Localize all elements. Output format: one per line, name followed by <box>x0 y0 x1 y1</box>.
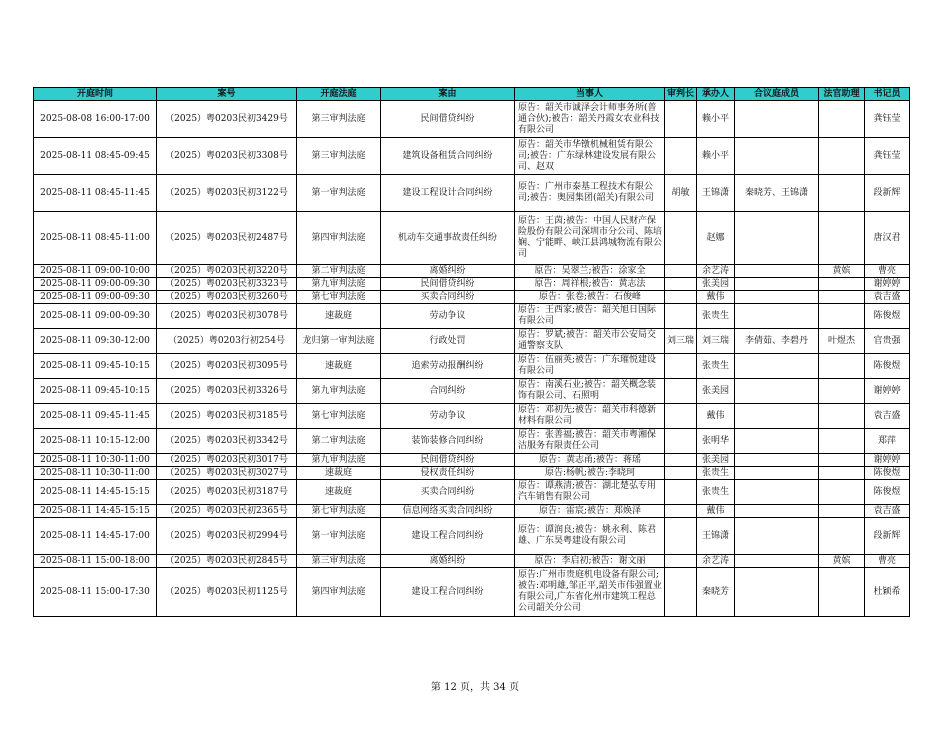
cell-case-no: （2025）粤0203民初3122号 <box>157 175 297 212</box>
cell-assistant: 黄嫔 <box>819 265 865 278</box>
cell-case-no: （2025）粤0203民初1125号 <box>157 568 297 617</box>
cell-chief-judge <box>665 480 697 505</box>
table-row <box>34 429 910 454</box>
cell-parties: 原告：南溪石业;被告：韶关概念装饰有限公司、石照明 <box>515 379 665 404</box>
cell-court: 第九审判法庭 <box>297 278 381 291</box>
cell-cause: 民间借贷纠纷 <box>381 278 515 291</box>
cell-assistant: 黄嫔 <box>819 555 865 568</box>
cell-assistant <box>819 467 865 480</box>
cell-time: 2025-08-11 10:30-11:00 <box>34 467 157 480</box>
cell-court: 第一审判法庭 <box>297 518 381 555</box>
cell-parties: 原告:杨帆;被告:李晓珂 <box>515 467 665 480</box>
cell-parties: 原告：伍丽英;被告：广东璀悦建设有限公司 <box>515 354 665 379</box>
cell-case-no: （2025）粤0203民初3260号 <box>157 291 297 304</box>
cell-court: 第七审判法庭 <box>297 404 381 429</box>
cell-panel: 秦晓芳、王锦潇 <box>735 175 819 212</box>
cell-clerk: 郑萍 <box>865 429 910 454</box>
cell-clerk: 唐汉君 <box>865 212 910 265</box>
cell-time: 2025-08-11 14:45-15:15 <box>34 480 157 505</box>
cell-court: 速裁庭 <box>297 304 381 329</box>
cell-parties: 原告：黄志甬;被告：蒋瑶 <box>515 454 665 467</box>
cell-chief-judge: 胡敏 <box>665 175 697 212</box>
table-row <box>34 505 910 518</box>
cell-parties: 原告：谭润良;被告：姚永利、陈君雄、广东昊粤建设有限公司 <box>515 518 665 555</box>
cell-case-no: （2025）粤0203民初3342号 <box>157 429 297 454</box>
cell-time: 2025-08-11 09:45-11:45 <box>34 404 157 429</box>
cell-handler: 余艺涛 <box>697 555 735 568</box>
cell-handler: 张美园 <box>697 379 735 404</box>
cell-clerk: 陈俊煜 <box>865 354 910 379</box>
cell-panel <box>735 291 819 304</box>
cell-cause: 离婚纠纷 <box>381 555 515 568</box>
table-row <box>34 480 910 505</box>
table-row <box>34 467 910 480</box>
cell-parties: 原告：雷宸;被告：郑焕泽 <box>515 505 665 518</box>
cell-cause: 买卖合同纠纷 <box>381 291 515 304</box>
col-header-parties: 当事人 <box>515 88 665 101</box>
cell-panel <box>735 555 819 568</box>
cell-parties: 原告:广州市贵庭机电设备有限公司;被告:邓明雄,邹正平,韶关市伟强置业有限公司,广东省化州市建筑工程总公司韶关分公司 <box>515 568 665 617</box>
cell-time: 2025-08-11 09:45-10:15 <box>34 354 157 379</box>
cell-court: 第三审判法庭 <box>297 555 381 568</box>
cell-chief-judge <box>665 138 697 175</box>
cell-chief-judge <box>665 404 697 429</box>
cell-clerk: 官贵强 <box>865 329 910 354</box>
cell-assistant: 叶煜杰 <box>819 329 865 354</box>
cell-case-no: （2025）粤0203民初2845号 <box>157 555 297 568</box>
cell-parties: 原告：谭燕清;被告：湖北楚弘专用汽车销售有限公司 <box>515 480 665 505</box>
col-header-time: 开庭时间 <box>34 88 157 101</box>
cell-panel <box>735 404 819 429</box>
cell-handler: 王锦潇 <box>697 175 735 212</box>
col-header-handler: 承办人 <box>697 88 735 101</box>
table-row <box>34 454 910 467</box>
cell-panel <box>735 480 819 505</box>
cell-parties: 原告：张善福;被告：韶关市粤湘保洁服务有限责任公司 <box>515 429 665 454</box>
cell-chief-judge <box>665 568 697 617</box>
cell-panel <box>735 518 819 555</box>
cell-handler: 张美园 <box>697 454 735 467</box>
cell-case-no: （2025）粤0203行初254号 <box>157 329 297 354</box>
cell-time: 2025-08-11 10:30-11:00 <box>34 454 157 467</box>
cell-panel <box>735 138 819 175</box>
cell-handler: 余艺涛 <box>697 265 735 278</box>
cell-court: 第三审判法庭 <box>297 138 381 175</box>
cell-court: 第七审判法庭 <box>297 505 381 518</box>
cell-time: 2025-08-11 14:45-17:00 <box>34 518 157 555</box>
cell-case-no: （2025）粤0203民初3187号 <box>157 480 297 505</box>
cell-panel <box>735 467 819 480</box>
cell-time: 2025-08-11 09:00-09:30 <box>34 291 157 304</box>
cell-panel <box>735 265 819 278</box>
table-row <box>34 304 910 329</box>
cell-cause: 建设工程合同纠纷 <box>381 568 515 617</box>
cell-cause: 装饰装修合同纠纷 <box>381 429 515 454</box>
cell-chief-judge <box>665 454 697 467</box>
cell-time: 2025-08-11 09:00-09:30 <box>34 278 157 291</box>
cell-chief-judge <box>665 467 697 480</box>
table-row <box>34 101 910 138</box>
page-footer: 第 12 页，共 34 页 <box>430 682 520 693</box>
cell-chief-judge <box>665 291 697 304</box>
cell-case-no: （2025）粤0203民初3027号 <box>157 467 297 480</box>
cell-clerk: 袁吉盛 <box>865 291 910 304</box>
cell-case-no: （2025）粤0203民初3095号 <box>157 354 297 379</box>
cell-panel <box>735 101 819 138</box>
cell-assistant <box>819 291 865 304</box>
cell-assistant <box>819 138 865 175</box>
table-row <box>34 555 910 568</box>
cell-assistant <box>819 101 865 138</box>
table-row <box>34 265 910 278</box>
cell-chief-judge <box>665 379 697 404</box>
cell-panel <box>735 379 819 404</box>
cell-court: 第二审判法庭 <box>297 429 381 454</box>
cell-case-no: （2025）粤0203民初2365号 <box>157 505 297 518</box>
cell-cause: 民间借贷纠纷 <box>381 101 515 138</box>
cell-assistant <box>819 278 865 291</box>
table-row <box>34 212 910 265</box>
cell-parties: 原告：李启初;被告：谢文丽 <box>515 555 665 568</box>
cell-clerk: 陈俊煜 <box>865 304 910 329</box>
cell-parties: 原告：吴翠兰;被告：涂家全 <box>515 265 665 278</box>
cell-assistant <box>819 304 865 329</box>
cell-time: 2025-08-11 09:30-12:00 <box>34 329 157 354</box>
cell-time: 2025-08-11 09:00-10:00 <box>34 265 157 278</box>
cell-court: 第三审判法庭 <box>297 101 381 138</box>
cell-handler: 赖小平 <box>697 101 735 138</box>
cell-handler: 张明华 <box>697 429 735 454</box>
cell-clerk: 谢婷婷 <box>865 379 910 404</box>
cell-cause: 民间借贷纠纷 <box>381 454 515 467</box>
cell-parties: 原告：邓初先;被告：韶关市科德新材料有限公司 <box>515 404 665 429</box>
table-row <box>34 329 910 354</box>
cell-assistant <box>819 354 865 379</box>
cell-chief-judge <box>665 518 697 555</box>
cell-parties: 原告：王西家;被告：韶关旭日国际有限公司 <box>515 304 665 329</box>
cell-cause: 建筑设备租赁合同纠纷 <box>381 138 515 175</box>
cell-case-no: （2025）粤0203民初2994号 <box>157 518 297 555</box>
cell-chief-judge <box>665 265 697 278</box>
cell-panel <box>735 278 819 291</box>
cell-panel <box>735 454 819 467</box>
cell-parties: 原告：罗斌;被告：韶关市公安局交通警察支队 <box>515 329 665 354</box>
cell-panel <box>735 212 819 265</box>
cell-time: 2025-08-11 15:00-17:30 <box>34 568 157 617</box>
cell-parties: 原告：张卷;被告：石俊峰 <box>515 291 665 304</box>
cell-case-no: （2025）粤0203民初3185号 <box>157 404 297 429</box>
cell-handler: 张贵生 <box>697 354 735 379</box>
cell-handler: 张贵生 <box>697 304 735 329</box>
cell-chief-judge: 刘三瑞 <box>665 329 697 354</box>
cell-court: 第二审判法庭 <box>297 265 381 278</box>
cell-court: 第九审判法庭 <box>297 454 381 467</box>
cell-handler: 戴伟 <box>697 404 735 429</box>
cell-clerk: 曹亮 <box>865 555 910 568</box>
table-row <box>34 354 910 379</box>
cell-panel <box>735 429 819 454</box>
cell-parties: 原告：韶关市诚泽会计师事务所(普通合伙);被告：韶关丹霞女农业科技有限公司 <box>515 101 665 138</box>
cell-handler: 戴伟 <box>697 291 735 304</box>
cell-cause: 机动车交通事故责任纠纷 <box>381 212 515 265</box>
cell-cause: 买卖合同纠纷 <box>381 480 515 505</box>
cell-assistant <box>819 175 865 212</box>
cell-handler: 赵娜 <box>697 212 735 265</box>
cell-case-no: （2025）粤0203民初3323号 <box>157 278 297 291</box>
cell-handler: 戴伟 <box>697 505 735 518</box>
cell-court: 第九审判法庭 <box>297 379 381 404</box>
cell-clerk: 袁吉盛 <box>865 404 910 429</box>
cell-time: 2025-08-11 10:15-12:00 <box>34 429 157 454</box>
cell-chief-judge <box>665 354 697 379</box>
cell-assistant <box>819 379 865 404</box>
col-header-assistant: 法官助理 <box>819 88 865 101</box>
col-header-court: 开庭法庭 <box>297 88 381 101</box>
cell-cause: 离婚纠纷 <box>381 265 515 278</box>
cell-handler: 张美园 <box>697 278 735 291</box>
col-header-clerk: 书记员 <box>865 88 910 101</box>
table-row <box>34 568 910 617</box>
cell-court: 速裁庭 <box>297 354 381 379</box>
cell-clerk: 龚钰莹 <box>865 138 910 175</box>
cell-chief-judge <box>665 505 697 518</box>
cell-cause: 劳动争议 <box>381 404 515 429</box>
table-row <box>34 518 910 555</box>
col-header-panel: 合议庭成员 <box>735 88 819 101</box>
cell-clerk: 龚钰莹 <box>865 101 910 138</box>
cell-case-no: （2025）粤0203民初3429号 <box>157 101 297 138</box>
cell-cause: 侵权责任纠纷 <box>381 467 515 480</box>
cell-time: 2025-08-11 09:00-09:30 <box>34 304 157 329</box>
cell-cause: 建设工程合同纠纷 <box>381 518 515 555</box>
cell-handler: 张贵生 <box>697 480 735 505</box>
table-row <box>34 138 910 175</box>
cell-court: 速裁庭 <box>297 480 381 505</box>
cell-chief-judge <box>665 304 697 329</box>
cell-clerk: 袁吉盛 <box>865 505 910 518</box>
table-row <box>34 278 910 291</box>
cell-court: 第四审判法庭 <box>297 568 381 617</box>
cell-court: 第七审判法庭 <box>297 291 381 304</box>
cell-handler: 刘三瑞 <box>697 329 735 354</box>
table-row <box>34 379 910 404</box>
col-header-case-no: 案号 <box>157 88 297 101</box>
cell-assistant <box>819 454 865 467</box>
cell-clerk: 陈俊煜 <box>865 480 910 505</box>
cell-assistant <box>819 212 865 265</box>
cell-chief-judge <box>665 101 697 138</box>
cell-assistant <box>819 518 865 555</box>
cell-panel: 李倩茹、李碧丹 <box>735 329 819 354</box>
cell-parties: 原告：韶关市华镦机械租赁有限公司;被告：广东绿林建设发展有限公司、赵双 <box>515 138 665 175</box>
cell-clerk: 段新辉 <box>865 175 910 212</box>
cell-cause: 信息网络买卖合同纠纷 <box>381 505 515 518</box>
cell-assistant <box>819 568 865 617</box>
cell-cause: 合同纠纷 <box>381 379 515 404</box>
cell-assistant <box>819 480 865 505</box>
cell-clerk: 谢婷婷 <box>865 278 910 291</box>
cell-handler: 赖小平 <box>697 138 735 175</box>
cell-court: 第四审判法庭 <box>297 212 381 265</box>
cell-handler: 王锦潇 <box>697 518 735 555</box>
cell-panel <box>735 568 819 617</box>
table-row <box>34 404 910 429</box>
cell-cause: 行政处罚 <box>381 329 515 354</box>
cell-time: 2025-08-11 15:00-18:00 <box>34 555 157 568</box>
cell-case-no: （2025）粤0203民初3326号 <box>157 379 297 404</box>
cell-chief-judge <box>665 555 697 568</box>
cell-court: 龙归第一审判法庭 <box>297 329 381 354</box>
cell-case-no: （2025）粤0203民初3220号 <box>157 265 297 278</box>
cell-clerk: 杜颖希 <box>865 568 910 617</box>
cell-clerk: 段新辉 <box>865 518 910 555</box>
cell-time: 2025-08-11 08:45-11:45 <box>34 175 157 212</box>
cell-case-no: （2025）粤0203民初3308号 <box>157 138 297 175</box>
hearing-schedule-table <box>33 87 910 617</box>
table-row <box>34 175 910 212</box>
cell-chief-judge <box>665 278 697 291</box>
cell-court: 第一审判法庭 <box>297 175 381 212</box>
cell-cause: 追索劳动报酬纠纷 <box>381 354 515 379</box>
header-row <box>34 88 910 101</box>
cell-parties: 原告：王茵;被告：中国人民财产保险股份有限公司深圳市分公司、陈培娴、宁能畔、峡江县鸿城物流有限公司 <box>515 212 665 265</box>
cell-case-no: （2025）粤0203民初3078号 <box>157 304 297 329</box>
cell-panel <box>735 354 819 379</box>
cell-clerk: 谢婷婷 <box>865 454 910 467</box>
cell-panel <box>735 505 819 518</box>
cell-case-no: （2025）粤0203民初2487号 <box>157 212 297 265</box>
col-header-chief-judge: 审判长 <box>665 88 697 101</box>
cell-time: 2025-08-11 09:45-10:15 <box>34 379 157 404</box>
cell-clerk: 曹亮 <box>865 265 910 278</box>
cell-cause: 建设工程设计合同纠纷 <box>381 175 515 212</box>
cell-parties: 原告：周祥根;被告：黄志法 <box>515 278 665 291</box>
cell-time: 2025-08-11 08:45-09:45 <box>34 138 157 175</box>
cell-chief-judge <box>665 429 697 454</box>
cell-clerk: 陈俊煜 <box>865 467 910 480</box>
cell-assistant <box>819 505 865 518</box>
cell-panel <box>735 304 819 329</box>
table-row <box>34 291 910 304</box>
cell-time: 2025-08-08 16:00-17:00 <box>34 101 157 138</box>
cell-assistant <box>819 404 865 429</box>
cell-cause: 劳动争议 <box>381 304 515 329</box>
cell-case-no: （2025）粤0203民初3017号 <box>157 454 297 467</box>
cell-time: 2025-08-11 14:45-15:15 <box>34 505 157 518</box>
cell-handler: 张贵生 <box>697 467 735 480</box>
cell-chief-judge <box>665 212 697 265</box>
cell-time: 2025-08-11 08:45-11:00 <box>34 212 157 265</box>
cell-parties: 原告：广州市泰基工程技术有限公司;被告：奥园集团(韶关)有限公司 <box>515 175 665 212</box>
cell-handler: 秦晓芳 <box>697 568 735 617</box>
col-header-cause: 案由 <box>381 88 515 101</box>
cell-court: 速裁庭 <box>297 467 381 480</box>
cell-assistant <box>819 429 865 454</box>
